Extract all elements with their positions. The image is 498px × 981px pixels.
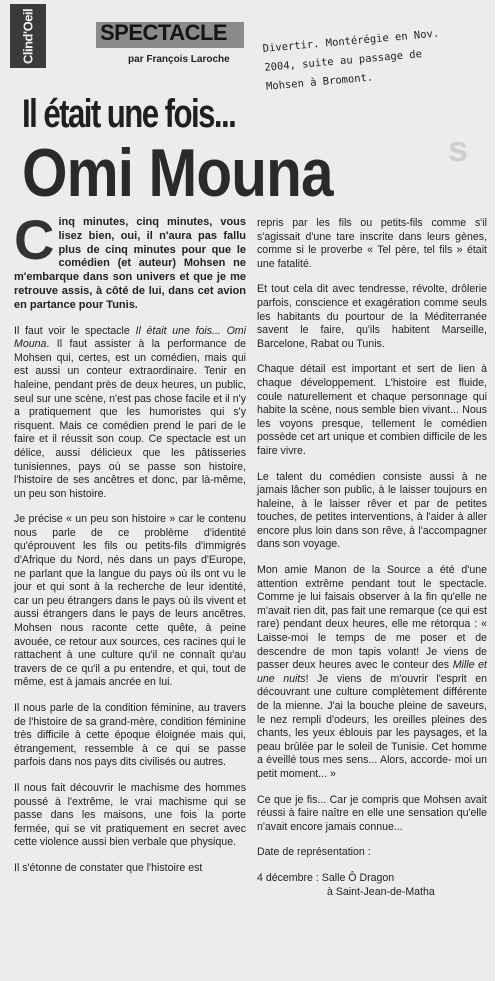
schedule-heading: Date de représentation :	[257, 846, 371, 859]
handwritten-note	[262, 22, 476, 97]
drop-cap: C	[14, 208, 55, 271]
lead-paragraph: Cinq minutes, cinq minutes, vous lisez bien, oui, il n'aura pas fallu plus de cinq minutes pour que le comédien (et auteur) Mohsen ne m'embarque dans son univers et que je me retrouve assis, à côté de lui, dans cet avion en partance pour Tunis.	[14, 208, 246, 311]
body-paragraph: Il nous fait découvrir le machisme des hommes poussé à l'extrême, le vrai machisme qui se passe dans les maisons, une fois la porte fermée, qui se vit pratiquement en secret avec cette violence aussi bien verbale que physique.	[14, 781, 246, 849]
schedule	[257, 872, 487, 899]
handwritten-line: 2004, suite au passage de	[263, 48, 423, 74]
bleed-through-letter: s	[448, 128, 469, 169]
article-title-line1: Il était une fois...	[22, 92, 236, 136]
section-title: SPECTACLE	[100, 20, 228, 45]
handwritten-line: Divertir. Montérégie en Nov.	[262, 27, 440, 55]
schedule-venue: à Saint-Jean-de-Matha	[327, 885, 435, 898]
magazine-logo: Clind'Oeil	[10, 4, 46, 68]
handwritten-line: Mohsen à Bromont.	[265, 71, 374, 93]
book-title-italic: Mille et une nuits	[257, 659, 487, 685]
body-paragraph: Ce que je fis... Car je compris que Mohsen avait réussi à faire naître en elle une sensation qu'elle n'avait encore jamais connue...	[257, 793, 487, 833]
body-paragraph: Il s'étonne de constater que l'histoire est	[14, 861, 203, 874]
body-paragraph: Il nous parle de la condition féminine, au travers de l'histoire de sa grand-mère, condition féminine très difficile à cette époque éloignée mais qui, étrangement, ressemble à ce qui se passe parfois dans nos pays dits civilisés ou autres.	[14, 702, 246, 769]
body-paragraph: repris par les fils ou petits-fils comme s'il s'agissait d'une tare inscrite dans leurs gènes, comme si le proverbe « Tel père, tel fils » était une fatalité.	[257, 217, 487, 270]
byline: par François Laroche	[128, 54, 230, 65]
schedule-date: 4 décembre : Salle Ô Dragon	[257, 871, 395, 884]
show-title-italic: Il était une fois... Omi Mouna	[14, 324, 246, 351]
body-paragraph: Je précise « un peu son histoire » car le contenu nous parle de ce problème d'identité qu'éprouvent les fils ou petits-fils d'immigrés d'Afrique du Nord, nés dans un pays d'Europe, ne parlant que la langue du pays où ils ont vu le jour et qui sont à la recherche de leur identité, car un peu étrangers dans le pays où ils vivent et aussi étrangers dans le pays de leurs ancêtres. Mohsen nous raconte cette quête, à peine avouée, ce retour aux sources, ces racines qui le rattachent à une culture qu'il ne connaît qu'au travers de ce qu'il a pu entendre, et qui, tout de même, est à jamais ancrée en lui.	[14, 513, 246, 689]
body-paragraph: Chaque détail est important et sert de lien à chaque développement. L'histoire est fluide, coule naturellement et chaque personnage qui habite la scène, nous semble bien vivant... Nous les voyons presque, tellement le comédien possède cet art unique et combien difficile de les faire vivre.	[257, 363, 487, 457]
body-paragraph: Et tout cela dit avec tendresse, révolte, drôlerie parfois, conscience et exagération comme seuls les habitants du pourtour de la Méditerranée savent le faire, qu'ils habitent Marseille, Barcelone, Rabat ou Tunis.	[257, 283, 487, 350]
body-paragraph: Le talent du comédien consiste aussi à ne jamais lâcher son public, à le laisser toujours en haleine, à le laisser rêver et par de petites touches, de petites interventions, à l'aider à aller encore plus loin dans son rêve, à l'accompagner dans son voyage.	[257, 470, 487, 551]
body-paragraph: Mon amie Manon de la Source a été d'une attention extrême pendant tout le spectacle. Comme je lui faisais observer à la fin qu'elle ne m'avait rien dit, pas fait une remarque (ce qui est rare) pendant deux heures, elle me rétorqua : « Laisse-moi le temps de me poser et de descendre de mon tapis volant! Je viens de passer deux heures avec le conteur des Mille et une nuits! Je viens de m'ouvrir l'esprit en découvrant une culture complètement différente de la mienne. J'ai la bouche pleine de saveurs, le nez rempli d'odeurs, les oreilles pleines des chants, les yeux éblouis par les paysages, et la peau brûlée par le soleil de Tunisie. Cet homme a éveillé tous mes sens... Alors, accorde- moi un petit moment... »	[257, 564, 487, 780]
article-title-line2: Omi Mouna	[22, 135, 333, 211]
right-column	[257, 217, 487, 899]
left-column	[14, 208, 246, 888]
body-paragraph: Il faut voir le spectacle Il était une fois... Omi Mouna. Il faut assister à la performance de Mohsen qui, certes, est un comédien, mais qui est aussi un conteur extraordinaire. Tenir en haleine, pendant près de deux heures, un public, seul sur une scène, n'est pas chose facile et il n'y a pratiquement que les humoristes qui s'y risquent. Mais ce comédien prend le pari de le faire et il réussit son coup. Ce spectacle est un délice, aussi délicieux que les pâtisseries tunisiennes, pays où se passe son histoire, l'histoire de ses ancêtres et donc, par là-même, un peu son histoire.	[14, 324, 246, 500]
